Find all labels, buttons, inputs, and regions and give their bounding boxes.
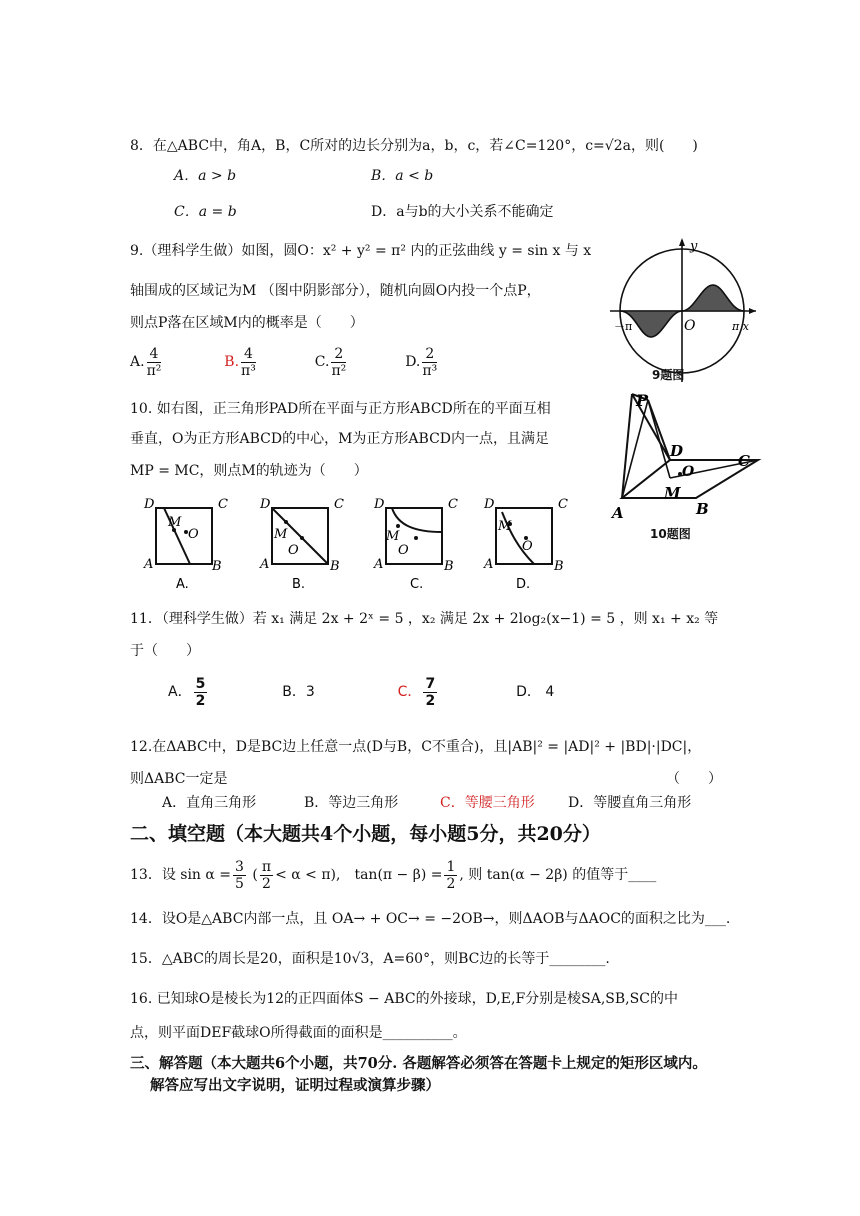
q11-option-d: D． 4	[516, 684, 555, 700]
q10-option-b-figure	[256, 492, 356, 592]
q10-line1: 10. 如右图，正三角形PAD所在平面与正方形ABCD所在的平面互相	[130, 401, 551, 417]
q9-line3: 则点P落在区域M内的概率是（ ）	[130, 315, 364, 331]
q10-option-c-label: C.	[410, 577, 424, 592]
q8-option-c: C．a = b	[174, 204, 237, 220]
q16-line1: 16. 已知球O是棱长为12的正四面体S − ABC的外接球，D,E,F分别是棱SA,SB,SC的中	[130, 991, 678, 1007]
q9-figure-circle-sine	[610, 234, 760, 384]
q10-c-label-c: C	[448, 497, 458, 512]
q9-option-d: D. $\frac{2}{\text{π³}}$	[405, 345, 438, 379]
q9-axis-neg-pi-label: －π	[614, 320, 633, 333]
q13: 13．设 sin α = $\frac{3}{5}$ ( $\frac{\pi}{2}$ < α < π), tan(π − β) = $\frac{1}{2}$ , 则 tan(α − 2β) 的值等于____	[130, 858, 657, 892]
q10-d-label-m: M	[498, 519, 512, 534]
q10-d-label-o: O	[522, 539, 533, 554]
q9-option-b: B.	[224, 354, 240, 370]
q8-option-a: A．a > b	[174, 168, 237, 184]
section-3-heading-line2: 解答应写出文字说明，证明过程或演算步骤）	[150, 1077, 440, 1094]
q9-axis-y-label: y	[690, 239, 698, 254]
q10-a-label-b: B	[212, 559, 222, 574]
q8-option-d: D．a与b的大小关系不能确定	[371, 204, 554, 220]
q10-a-label-a: A	[144, 557, 154, 572]
q10-d-label-b: B	[554, 559, 564, 574]
q9-options: A. $\frac{4}{\text{π²}}$ B. $\frac{4}{\text{π³}}$ C. $\frac{2}{\text{π²}}$ D. $\frac{2}{\text{π³}}$	[130, 345, 438, 379]
section-3-heading-line1: 三、解答题（本大题共6个小题，共70分. 各题解答必须答在答题卡上规定的矩形区域内。	[130, 1055, 707, 1072]
q10-a-label-m: M	[168, 515, 182, 530]
q11-option-b: B．3	[282, 684, 315, 700]
q10-point-d: D	[670, 442, 684, 460]
q11-line2: 于（ ）	[130, 643, 200, 659]
q10-a-label-o: O	[188, 527, 199, 542]
q10-b-label-d: D	[260, 497, 271, 512]
q10-c-label-m: M	[386, 529, 400, 544]
q10-c-label-b: B	[444, 559, 454, 574]
q10-b-label-b: B	[330, 559, 340, 574]
q9-figure-caption: 9题图	[652, 368, 685, 382]
q9-line1: 9.（理科学生做）如图，圆O：x² + y² = π² 内的正弦曲线 y = sin x 与 x	[130, 243, 592, 259]
q12-answer-paren: （ ）	[666, 771, 722, 787]
q9-option-c: C. $\frac{2}{\text{π²}}$	[314, 345, 347, 379]
q14: 14．设O是△ABC内部一点，且 OA→ + OC→ = −2OB→，则ΔAOB与ΔAOC的面积之比为___.	[130, 911, 731, 927]
q10-line3: MP = MC，则点M的轨迹为（ ）	[130, 463, 368, 479]
q10-option-a-figure	[140, 492, 240, 592]
q10-point-a: A	[612, 504, 624, 522]
q10-c-label-d: D	[374, 497, 385, 512]
q10-b-label-m: M	[274, 527, 288, 542]
q10-figure-caption: 10题图	[650, 527, 691, 541]
q11-options: A． $\frac{5}{2}$ B．3 C． $\frac{7}{2}$ D． 4	[168, 675, 555, 709]
q11-line1: 11．（理科学生做）若 x₁ 满足 2x + 2ˣ = 5 ，x₂ 满足 2x + 2log₂(x−1) = 5 ，则 x₁ + x₂ 等	[130, 611, 719, 627]
q8-stem: 8．在△ABC中，角A，B，C所对的边长分别为a，b，c，若∠C=120°，c=√2a，则( )	[130, 138, 698, 154]
q10-a-label-d: D	[144, 497, 155, 512]
q10-point-m: M	[664, 484, 681, 502]
q10-option-a-label: A.	[176, 577, 189, 592]
q11-option-c: C．	[397, 684, 422, 700]
q9-axis-origin-label: O	[684, 318, 696, 334]
q12-option-c: C．等腰三角形	[440, 795, 535, 811]
q10-figure-pyramid	[608, 388, 768, 528]
q15: 15．△ABC的周长是20，面积是10√3，A=60°，则BC边的长等于________.	[130, 951, 610, 967]
q10-b-label-o: O	[288, 543, 299, 558]
q9-line2: 轴围成的区域记为M （图中阴影部分），随机向圆O内投一个点P，	[130, 283, 541, 299]
q12-line2: 则ΔABC一定是	[130, 771, 228, 787]
q10-c-label-a: A	[374, 557, 384, 572]
q10-point-p: P	[636, 391, 649, 410]
q10-b-label-a: A	[260, 557, 270, 572]
q10-option-b-label: B.	[292, 577, 306, 592]
q11-option-a: A． $\frac{5}{2}$	[168, 675, 206, 709]
q10-line2: 垂直，O为正方形ABCD的中心，M为正方形ABCD内一点，且满足	[130, 431, 550, 447]
section-2-heading: 二、填空题（本大题共4个小题，每小题5分，共20分）	[130, 823, 601, 845]
q12-option-b: B．等边三角形	[304, 795, 399, 811]
q10-d-label-d: D	[484, 497, 495, 512]
q10-point-o: O	[682, 464, 695, 480]
q10-a-label-c: C	[218, 497, 228, 512]
q9-axis-pi-label: π x	[732, 320, 749, 333]
q10-c-label-o: O	[398, 543, 409, 558]
q10-option-c-figure	[370, 492, 470, 592]
q12-line1: 12.在ΔABC中，D是BC边上任意一点(D与B，C不重合)，且|AB|² = |AD|² + |BD|·|DC|，	[130, 739, 702, 755]
q10-option-d-label: D.	[516, 577, 531, 592]
q12-option-a: A．直角三角形	[162, 795, 257, 811]
q8-option-b: B．a < b	[371, 168, 434, 184]
q10-b-label-c: C	[334, 497, 344, 512]
q10-d-label-a: A	[484, 557, 494, 572]
q10-point-b: B	[696, 500, 709, 518]
q10-d-label-c: C	[558, 497, 568, 512]
q16-line2: 点，则平面DEF截球O所得截面的面积是__________。	[130, 1025, 467, 1041]
q9-option-a: A. $\frac{4}{\text{π²}}$	[130, 345, 162, 379]
q12-option-d: D．等腰直角三角形	[568, 795, 692, 811]
q10-point-c: C	[738, 452, 750, 470]
q10-option-d-figure	[480, 492, 580, 592]
